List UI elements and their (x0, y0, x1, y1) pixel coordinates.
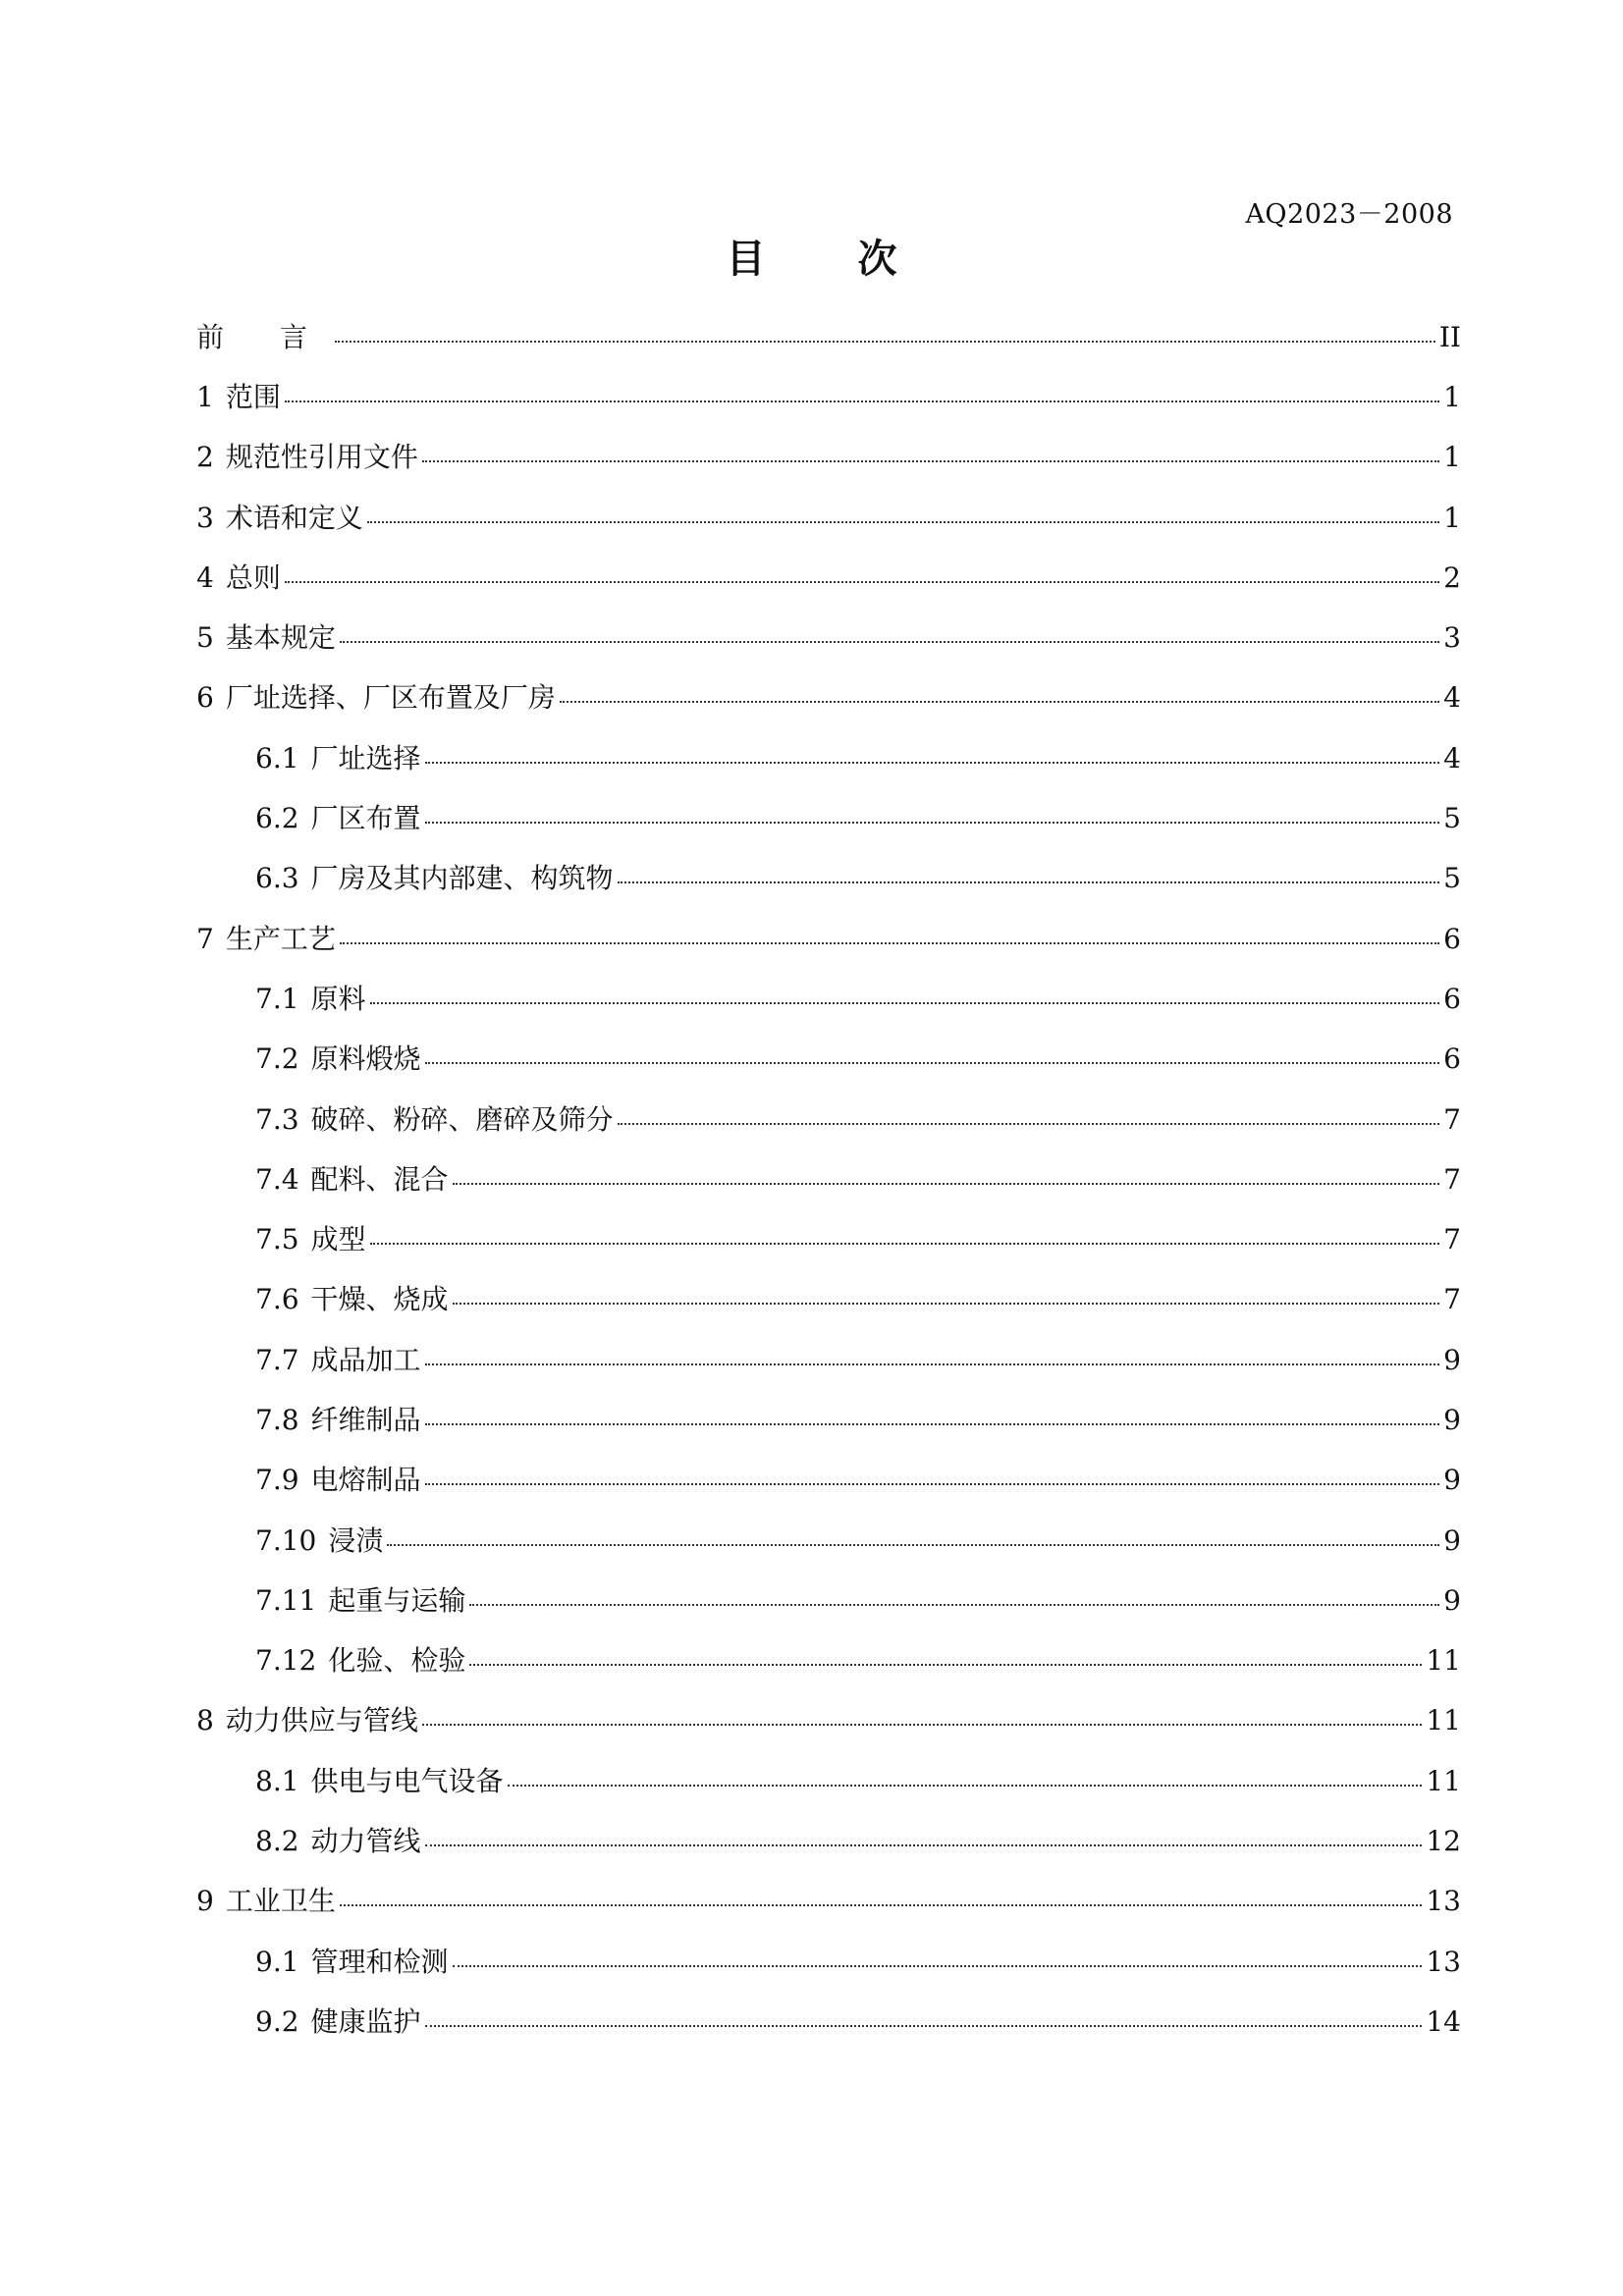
toc-entry-page-number: 9 (1443, 1523, 1461, 1557)
toc-entry-page-number: 6 (1443, 1042, 1461, 1076)
toc-entry[interactable] (196, 1149, 1461, 1209)
toc-dot-leader (367, 521, 1439, 523)
toc-dot-leader (453, 1183, 1440, 1185)
toc-entry[interactable] (196, 1390, 1461, 1450)
toc-entry-number: 6.2 (255, 802, 299, 835)
toc-entry-page-number: 7 (1443, 1223, 1461, 1256)
toc-dot-leader (340, 1904, 1423, 1906)
toc-entry-page-number: 9 (1443, 1343, 1461, 1376)
toc-entry-number: 9.2 (255, 2004, 299, 2038)
toc-entry-page-number: 3 (1443, 621, 1461, 655)
toc-entry-page-number: 1 (1443, 441, 1461, 474)
toc-entry-label: 基本规定 (225, 621, 336, 655)
toc-entry-number: 8.1 (255, 1764, 299, 1797)
toc-entry[interactable] (196, 428, 1461, 488)
toc-entry-label: 干燥、烧成 (310, 1283, 449, 1316)
toc-entry[interactable] (196, 307, 1461, 367)
toc-entry-label: 生产工艺 (225, 922, 336, 955)
toc-dot-leader (340, 641, 1439, 643)
toc-dot-leader (370, 1243, 1440, 1245)
toc-dot-leader (560, 701, 1439, 703)
toc-dot-leader (340, 942, 1439, 944)
toc-entry-number: 7.12 (255, 1644, 317, 1678)
toc-entry-number: 7.1 (255, 982, 299, 1015)
toc-dot-leader (469, 1604, 1439, 1606)
toc-entry-number: 1 (196, 380, 214, 413)
toc-entry-label: 动力管线 (310, 1825, 421, 1858)
toc-entry-page-number: 4 (1443, 741, 1461, 774)
toc-dot-leader (285, 581, 1439, 583)
toc-entry-number: 8 (196, 1704, 214, 1737)
toc-dot-leader (387, 1544, 1439, 1546)
toc-entry[interactable] (196, 1872, 1461, 1932)
toc-entry[interactable] (196, 488, 1461, 548)
toc-entry-number: 9 (196, 1885, 214, 1918)
toc-entry-number: 7.6 (255, 1283, 299, 1316)
toc-entry-page-number: 11 (1426, 1764, 1461, 1797)
toc-entry[interactable] (196, 1811, 1461, 1871)
toc-entry-label: 厂房及其内部建、构筑物 (310, 862, 614, 895)
toc-entry-number: 7.8 (255, 1403, 299, 1436)
toc-dot-leader (422, 1724, 1423, 1726)
toc-entry[interactable] (196, 1571, 1461, 1630)
toc-entry-label: 成型 (310, 1223, 366, 1256)
toc-entry-label: 前 言 (196, 320, 331, 353)
toc-entry[interactable] (196, 1691, 1461, 1751)
toc-entry-page-number: 7 (1443, 1283, 1461, 1316)
toc-entry[interactable] (196, 668, 1461, 728)
toc-entry-number: 6 (196, 681, 214, 715)
toc-entry-page-number: 9 (1443, 1464, 1461, 1497)
toc-entry-label: 成品加工 (310, 1343, 421, 1376)
toc-entry-number: 8.2 (255, 1825, 299, 1858)
toc-dot-leader (469, 1664, 1422, 1666)
toc-entry-page-number: 5 (1443, 862, 1461, 895)
toc-entry-number: 9.1 (255, 1945, 299, 1978)
toc-entry[interactable] (196, 1932, 1461, 1992)
toc-entry[interactable] (196, 788, 1461, 848)
toc-entry[interactable] (196, 1030, 1461, 1090)
toc-dot-leader (425, 822, 1440, 824)
toc-entry[interactable] (196, 1751, 1461, 1811)
toc-entry-page-number: 1 (1443, 501, 1461, 534)
toc-entry[interactable] (196, 367, 1461, 427)
toc-entry-number: 6.3 (255, 862, 299, 895)
toc-dot-leader (285, 400, 1439, 402)
toc-entry-page-number: 11 (1426, 1644, 1461, 1678)
toc-entry-label: 破碎、粉碎、磨碎及筛分 (310, 1102, 614, 1136)
toc-entry[interactable] (196, 728, 1461, 788)
toc-entry-label: 管理和检测 (310, 1945, 449, 1978)
toc-entry-number: 7.10 (255, 1523, 317, 1557)
toc-entry-label: 总则 (225, 561, 281, 594)
toc-entry-number: 4 (196, 561, 214, 594)
toc-entry-number: 7.5 (255, 1223, 299, 1256)
toc-entry-number: 7.4 (255, 1162, 299, 1196)
toc-entry-number: 7.11 (255, 1583, 317, 1617)
toc-entry-page-number: 11 (1426, 1704, 1461, 1737)
toc-entry-page-number: 7 (1443, 1102, 1461, 1136)
toc-entry-label: 浸渍 (328, 1523, 384, 1557)
toc-dot-leader (422, 460, 1439, 462)
toc-entry-page-number: 7 (1443, 1162, 1461, 1196)
toc-entry-label: 起重与运输 (328, 1583, 466, 1617)
toc-entry-number: 7 (196, 922, 214, 955)
toc-dot-leader (425, 1062, 1440, 1064)
toc-entry[interactable] (196, 1451, 1461, 1511)
toc-entry-label: 化验、检验 (328, 1644, 466, 1678)
toc-dot-leader (425, 1423, 1440, 1425)
toc-entry-label: 工业卫生 (225, 1885, 336, 1918)
toc-entry-label: 配料、混合 (310, 1162, 449, 1196)
toc-entry-label: 纤维制品 (310, 1403, 421, 1436)
toc-entry[interactable] (196, 1270, 1461, 1330)
toc-title: 目 次 (726, 236, 937, 282)
toc-dot-leader (425, 762, 1440, 764)
toc-entry-label: 范围 (225, 380, 281, 413)
toc-entry-label: 动力供应与管线 (225, 1704, 418, 1737)
toc-entry-number: 2 (196, 441, 214, 474)
toc-entry-page-number: 1 (1443, 380, 1461, 413)
toc-entry[interactable] (196, 1209, 1461, 1269)
toc-entry-label: 厂区布置 (310, 802, 421, 835)
toc-entry-number: 6.1 (255, 741, 299, 774)
toc-entry[interactable] (196, 1090, 1461, 1149)
toc-dot-leader (618, 881, 1440, 883)
toc-entry-page-number: 6 (1443, 922, 1461, 955)
toc-entry-number: 5 (196, 621, 214, 655)
toc-entry[interactable] (196, 1330, 1461, 1390)
toc-dot-leader (453, 1303, 1440, 1305)
toc-dot-leader (425, 1844, 1423, 1846)
toc-entry-page-number: 12 (1426, 1825, 1461, 1858)
toc-entry-page-number: 13 (1426, 1885, 1461, 1918)
toc-entry-page-number: 9 (1443, 1583, 1461, 1617)
toc-dot-leader (425, 1483, 1440, 1485)
toc-entry-label: 供电与电气设备 (310, 1764, 504, 1797)
toc-entry-page-number: 4 (1443, 681, 1461, 715)
toc-entry[interactable] (196, 608, 1461, 667)
toc-entry[interactable] (196, 548, 1461, 608)
toc-entry-label: 术语和定义 (225, 501, 363, 534)
toc-entry-label: 健康监护 (310, 2004, 421, 2038)
toc-entry-label: 原料煅烧 (310, 1042, 421, 1076)
toc-entry-number: 7.3 (255, 1102, 299, 1136)
toc-entry-number: 7.9 (255, 1464, 299, 1497)
toc-entry[interactable] (196, 1511, 1461, 1571)
toc-entry-page-number: 5 (1443, 802, 1461, 835)
toc-entry[interactable] (196, 969, 1461, 1029)
toc-entry[interactable] (196, 1992, 1461, 2052)
toc-entry[interactable] (196, 909, 1461, 969)
toc-entry[interactable] (196, 1631, 1461, 1691)
document-code: AQ2023－2008 (1245, 199, 1453, 230)
toc-entry-number: 7.2 (255, 1042, 299, 1076)
toc-dot-leader (425, 1363, 1440, 1365)
toc-entry-label: 厂址选择 (310, 741, 421, 774)
toc-dot-leader (425, 2025, 1423, 2027)
toc-entry-page-number: II (1438, 320, 1461, 353)
toc-entry-label: 原料 (310, 982, 366, 1015)
toc-entry-page-number: 9 (1443, 1403, 1461, 1436)
toc-dot-leader (618, 1123, 1440, 1125)
toc-entry-number: 7.7 (255, 1343, 299, 1376)
toc-dot-leader (370, 1002, 1440, 1004)
toc-entry-label: 规范性引用文件 (225, 441, 418, 474)
toc-entry-page-number: 6 (1443, 982, 1461, 1015)
toc-entry-number: 3 (196, 501, 214, 534)
toc-entry-page-number: 13 (1426, 1945, 1461, 1978)
toc-entry[interactable] (196, 849, 1461, 909)
toc-dot-leader (335, 341, 1435, 343)
toc-entry-label: 厂址选择、厂区布置及厂房 (225, 681, 556, 715)
toc-entry-label: 电熔制品 (310, 1464, 421, 1497)
toc-entry-page-number: 2 (1443, 561, 1461, 594)
toc-entry-page-number: 14 (1426, 2004, 1461, 2038)
toc-dot-leader (453, 1965, 1423, 1967)
toc-dot-leader (508, 1785, 1423, 1787)
toc-list (196, 307, 1461, 2053)
